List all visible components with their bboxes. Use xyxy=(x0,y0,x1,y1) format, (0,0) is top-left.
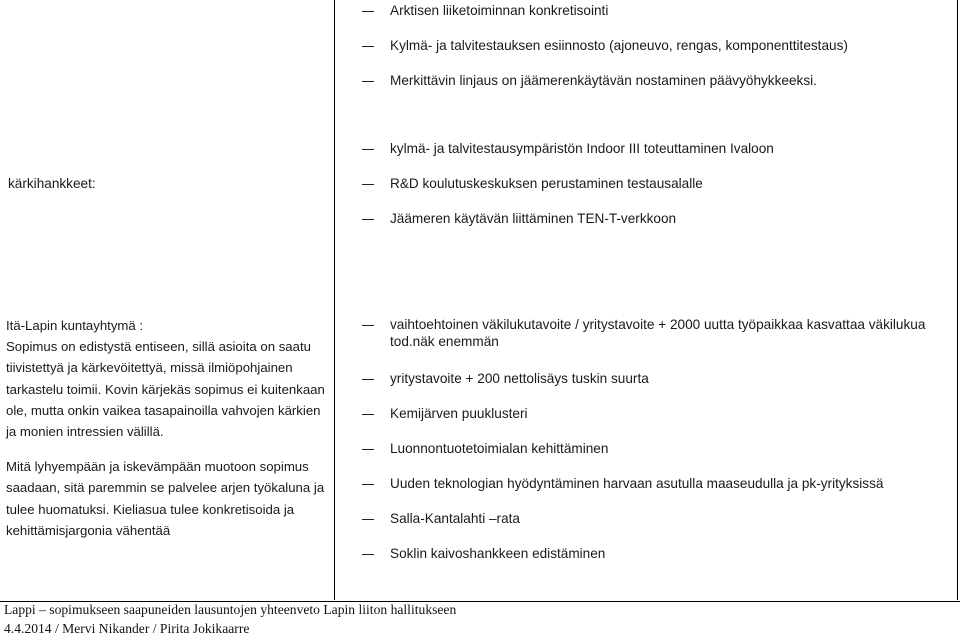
table-divider-vertical xyxy=(334,0,335,600)
list-item: Merkittävin linjaus on jäämerenkäytävän nostaminen päävyöhykkeeksi. xyxy=(362,72,952,107)
list-item: Kylmä- ja talvitestauksen esiinnosto (ajoneuvo, rengas, komponenttitestaus) xyxy=(362,37,952,72)
table-border-right xyxy=(957,0,958,600)
dash-bullet-icon xyxy=(362,414,374,415)
list-item: yritystavoite + 200 nettolisäys tuskin suurta xyxy=(362,370,952,405)
list-item: Kemijärven puuklusteri xyxy=(362,405,952,440)
top-bullet-list xyxy=(362,2,952,107)
ita-lappi-comment-cell xyxy=(6,315,326,541)
dash-bullet-icon xyxy=(362,554,374,555)
dash-bullet-icon xyxy=(362,219,374,220)
list-item: Soklin kaivoshankkeen edistäminen xyxy=(362,545,952,580)
dash-bullet-icon xyxy=(362,379,374,380)
ita-lappi-paragraph-1: Sopimus on edistystä entiseen, sillä asioita on saatu tiivistettyä ja kärkevöitettyä, missä ilmiöpohjainen tarkastelu toimii. Kovin kärjekäs sopimus ei kuitenkaan ole, mutta onkin vaikea tasapainoilla vahvojen kärkien ja monien intressien välillä. xyxy=(6,339,325,440)
dash-bullet-icon xyxy=(362,325,374,326)
ita-lappi-title: Itä-Lapin kuntayhtymä : xyxy=(6,318,144,333)
dash-bullet-icon xyxy=(362,46,374,47)
dash-bullet-icon xyxy=(362,519,374,520)
karkihankkeet-list-cell xyxy=(362,140,952,245)
karkihankkeet-list xyxy=(362,140,952,245)
karkihankkeet-label-cell xyxy=(8,176,328,191)
ita-lappi-paragraph-2: Mitä lyhyempään ja iskevämpään muotoon sopimus saadaan, sitä paremmin se palvelee arjen työkaluna ja tulee huomatuksi. Kieliasua tulee konkretisoida ja kehittämisjargonia vähentää xyxy=(6,459,325,538)
dash-bullet-icon xyxy=(362,11,374,12)
list-item: Jäämeren käytävän liittäminen TEN-T-verkkoon xyxy=(362,210,952,245)
list-item: Uuden teknologian hyödyntäminen harvaan asutulla maaseudulla ja pk-yrityksissä xyxy=(362,475,952,510)
footer-line-1: Lappi – sopimukseen saapuneiden lausuntojen yhteenveto Lapin liiton hallitukseen xyxy=(4,602,457,617)
footer-line-2: 4.4.2014 / Mervi Nikander / Pirita Jokikaarre xyxy=(4,621,250,636)
list-item: vaihtoehtoinen väkilukutavoite / yritystavoite + 2000 uutta työpaikkaa kasvattaa väkilukua tod.näk enemmän xyxy=(362,316,952,370)
list-item: Salla-Kantalahti –rata xyxy=(362,510,952,545)
dash-bullet-icon xyxy=(362,484,374,485)
ita-lappi-list xyxy=(362,316,952,580)
footer xyxy=(4,600,456,638)
list-item: R&D koulutuskeskuksen perustaminen testausalalle xyxy=(362,175,952,210)
karkihankkeet-label: kärkihankkeet: xyxy=(8,176,96,191)
dash-bullet-icon xyxy=(362,184,374,185)
list-item: Arktisen liiketoiminnan konkretisointi xyxy=(362,2,952,37)
list-item: Luonnontuotetoimialan kehittäminen xyxy=(362,440,952,475)
dash-bullet-icon xyxy=(362,149,374,150)
list-item: kylmä- ja talvitestausympäristön Indoor III toteuttaminen Ivaloon xyxy=(362,140,952,175)
dash-bullet-icon xyxy=(362,81,374,82)
ita-lappi-list-cell xyxy=(362,316,952,580)
dash-bullet-icon xyxy=(362,449,374,450)
top-bullet-list-cell xyxy=(362,2,952,107)
